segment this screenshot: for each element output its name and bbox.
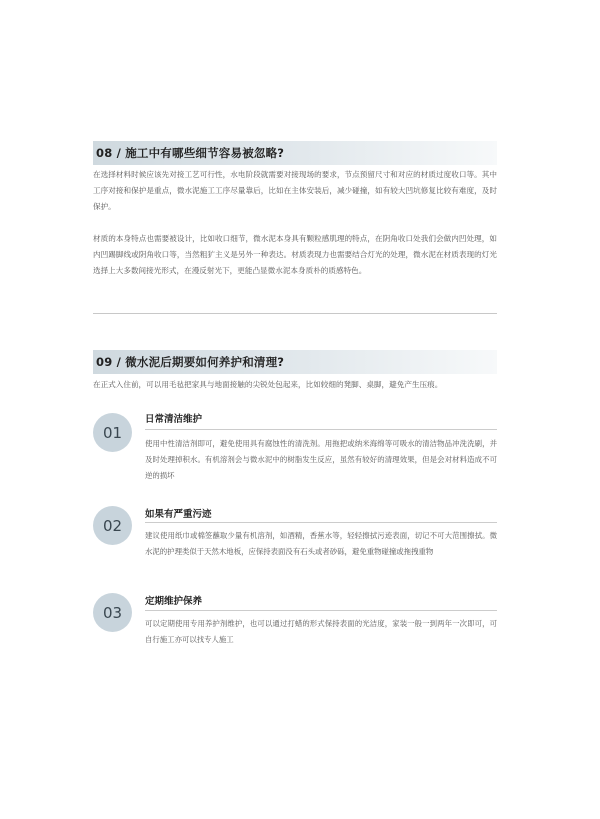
step-2-rule xyxy=(145,522,497,523)
section-divider xyxy=(93,313,497,314)
step-3-title: 定期维护保养 xyxy=(145,596,203,607)
step-1-number: 01 xyxy=(102,423,123,442)
step-3-text: 可以定期使用专用养护剂维护，也可以通过打蜡的形式保持表面的光洁度，家装一般一到两年一次即可，可自行施工亦可以找专人施工 xyxy=(145,619,497,644)
section-09-intro: 在正式入住前，可以用毛毡把家具与地面接触的尖锐处包起来，比如较细的凳脚、桌脚，避免产生压痕。 xyxy=(93,380,443,389)
step-2-text: 建议使用纸巾或棉签蘸取少量有机溶剂，如酒精，香蕉水等，轻轻擦拭污迹表面，切记不可大范围擦拭。微水泥的护理类似于天然木地板，应保持表面没有石头或者砂砾，避免重物碰撞或拖拽重物 xyxy=(145,531,497,556)
step-1-number-badge xyxy=(93,413,132,452)
section-09-title: 09 / 微水泥后期要如何养护和清理? xyxy=(96,355,285,369)
step-2-number-badge xyxy=(93,506,132,545)
step-1-rule xyxy=(145,429,497,430)
step-3-number-badge xyxy=(93,593,132,632)
section-08-paragraph-2: 材质的本身特点也需要被设计，比如收口细节，微水泥本身具有颗粒感肌理的特点，在阴角收口处我们会做内凹处理，如内凹踢脚线或阴角收口等，当然粗犷主义是另外一种表达。材质表现力也需要结合灯光的处理，微水泥在材质表现的灯光选择上大多数间接光形式，在漫反射光下，更能凸显微水泥本身质朴的质感特色。 xyxy=(93,234,497,275)
step-2-number: 02 xyxy=(102,516,123,535)
step-1-title: 日常清洁维护 xyxy=(145,414,203,425)
section-08-title: 08 / 施工中有哪些细节容易被忽略? xyxy=(96,146,285,160)
step-1-text: 使用中性清洁剂即可，避免使用具有腐蚀性的清洗剂。用拖把或纳米海绵等可吸水的清洁物品冲洗洗刷，并及时处理掉积水。有机溶剂会与微水泥中的树脂发生反应，虽然有较好的清理效果，但是会对材料造成不可逆的损坏 xyxy=(145,439,497,480)
section-09-header xyxy=(93,350,497,374)
section-08-header xyxy=(93,141,497,165)
step-3-number: 03 xyxy=(102,603,123,622)
section-08-paragraph-1: 在选择材料时候应该先对接工艺可行性，水电阶段就需要对接现场的要求，节点预留尺寸和对应的材质过度收口等。其中工序对接和保护是重点，微水泥施工工序尽量靠后，比如在主体安装后，减少碰撞，如有较大凹坑修复比较有难度，及时保护。 xyxy=(93,170,497,211)
step-2-title: 如果有严重污迹 xyxy=(145,509,212,520)
step-3-rule xyxy=(145,610,497,611)
